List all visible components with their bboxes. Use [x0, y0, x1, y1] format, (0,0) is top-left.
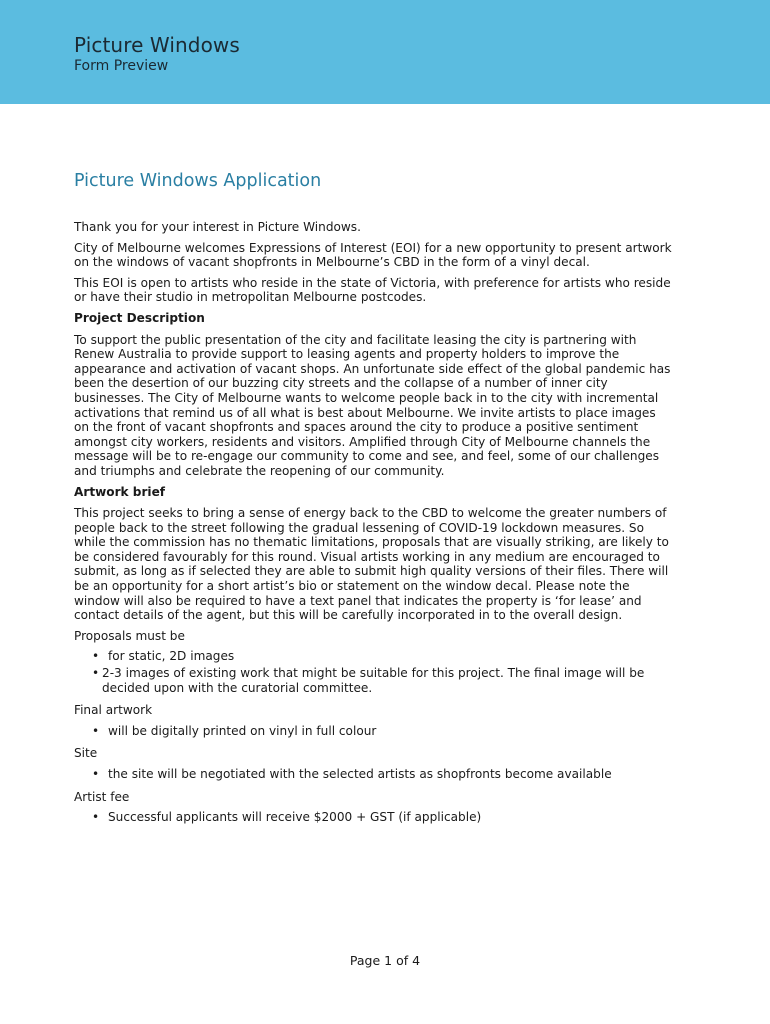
app-title: Picture Windows: [74, 33, 240, 57]
final-artwork-list: [74, 724, 674, 739]
final-artwork-label: Final artwork: [74, 703, 153, 718]
proposals-list: [74, 649, 674, 695]
app-subtitle: Form Preview: [74, 58, 169, 74]
list-item: • 2-3 images of existing work that might be suitable for this project. The final image will be decided upon with the curatorial committee.: [74, 666, 674, 695]
form-title: Picture Windows Application: [74, 171, 322, 191]
project-description-heading: Project Description: [74, 310, 205, 325]
artist-fee-list: [74, 810, 674, 825]
list-item: • the site will be negotiated with the selected artists as shopfronts become available: [74, 767, 674, 782]
intro-paragraph: Thank you for your interest in Picture Windows.: [74, 220, 361, 234]
list-item: • will be digitally printed on vinyl in full colour: [74, 724, 674, 739]
header-banner: [0, 0, 770, 104]
list-item: • for static, 2D images: [74, 649, 674, 664]
intro-paragraph: City of Melbourne welcomes Expressions of Interest (EOI) for a new opportunity to present artwork on the windows of vacant shopfronts in Melbourne’s CBD in the form of a vinyl decal.: [74, 240, 672, 270]
artist-fee-label: Artist fee: [74, 789, 130, 804]
site-list: [74, 767, 674, 782]
project-description-text: To support the public presentation of the city and facilitate leasing the city is partnering with Renew Australia to provide support to leasing agents and property holders to improve the appearance and activation of vacant shops. An unfortunate side effect of the global pandemic has been the desertion of our buzzing city streets and the collapse of a number of inner city businesses. The City of Melbourne wants to welcome people back in to the city with incremental activations that remind us of all what is best about Melbourne. We invite artists to place images on the front of vacant shopfronts and spaces around the city to produce a positive sentiment amongst city workers, residents and visitors. Amplified through City of Melbourne channels the message will be to re-engage our community to come and see, and feel, some of our challenges and triumphs and celebrate the reopening of our community.: [74, 332, 671, 478]
artwork-brief-text: This project seeks to bring a sense of energy back to the CBD to welcome the greater numbers of people back to the street following the gradual lessening of COVID-19 lockdown measures. So while the commission has no thematic limitations, proposals that are visually striking, are likely to be considered favourably for this round. Visual artists working in any medium are encouraged to submit, as long as if selected they are able to submit high quality versions of their files. There will be an opportunity for a short artist’s bio or statement on the window decal. Please note the window will also be required to have a text panel that indicates the property is ‘for lease’ and contact details of the agent, but this will be carefully incorporated in to the overall design.: [74, 506, 669, 623]
form-content: [74, 170, 674, 833]
page-number: Page 1 of 4: [349, 953, 421, 968]
proposals-label: Proposals must be: [74, 628, 185, 643]
intro-paragraph: This EOI is open to artists who reside in the state of Victoria, with preference for artists who reside or have their studio in metropolitan Melbourne postcodes.: [74, 275, 671, 305]
artwork-brief-heading: Artwork brief: [74, 484, 166, 499]
list-item: • Successful applicants will receive $2000 + GST (if applicable): [74, 810, 674, 825]
site-label: Site: [74, 746, 98, 761]
